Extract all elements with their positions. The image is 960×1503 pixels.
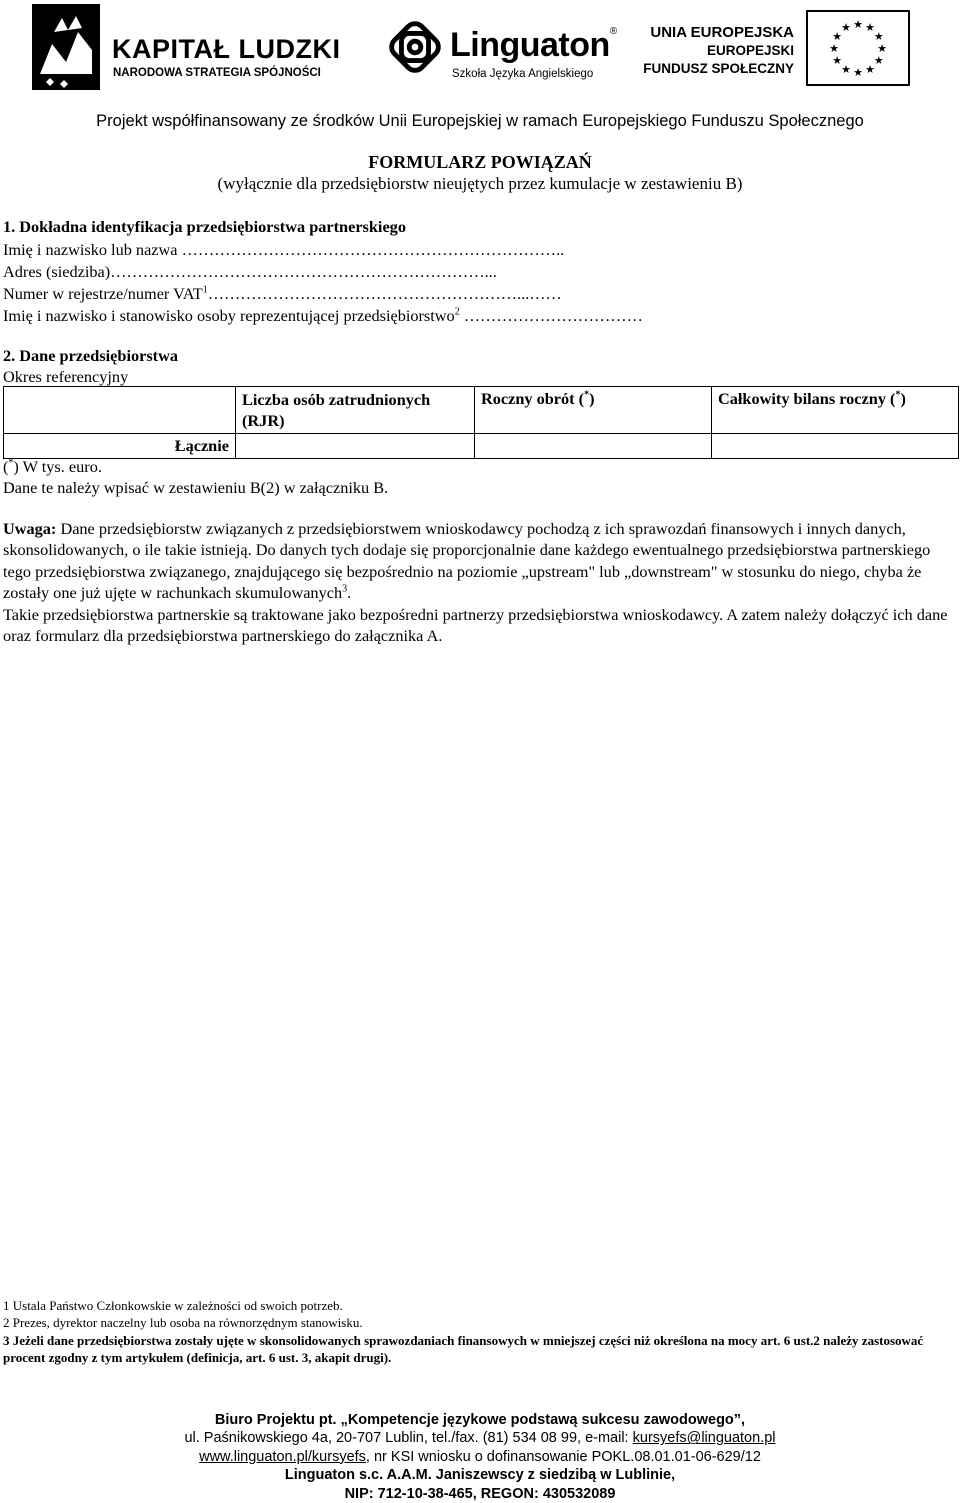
total-balance-cell[interactable] <box>712 434 959 459</box>
kapital-ludzki-title: KAPITAŁ LUDZKI <box>112 34 341 64</box>
address-line <box>3 262 497 282</box>
note-text: ) W tys. euro. <box>13 457 102 476</box>
project-cofinancing-line: Projekt współfinansowany ze środków Unii Europejskiej w ramach Europejskiego Funduszu Społecznego <box>96 112 864 130</box>
footer-line-5: NIP: 712-10-38-465, REGON: 430532089 <box>344 1485 616 1502</box>
name-line <box>3 240 564 260</box>
linguaton-logo <box>386 14 616 84</box>
form-title: FORMULARZ POWIĄZAŃ <box>368 152 592 172</box>
vat-label: Numer w rejestrze/numer VAT <box>3 284 203 303</box>
eu-star-icon: ★ <box>841 62 851 76</box>
linguaton-subtitle: Szkoła Języka Angielskiego <box>452 68 594 80</box>
total-rjr-cell[interactable] <box>236 434 475 459</box>
vat-dots: …………………………………………………...…… <box>207 284 562 303</box>
address-dots: ……………………………………………………………... <box>110 262 497 281</box>
remark-label: Uwaga: <box>3 519 57 538</box>
note-open: ( <box>3 457 9 476</box>
footer-address: ul. Paśnikowskiego 4a, 20-707 Lublin, tel./fax. (81) 534 08 99, e-mail: <box>184 1430 633 1447</box>
company-data-table <box>3 386 959 459</box>
eu-star-icon: ★ <box>853 66 863 79</box>
eu-star-icon: ★ <box>829 42 839 55</box>
remark-text: Dane przedsiębiorstw związanych z przedsiębiorstwem wnioskodawcy pochodzą z ich sprawozdań finansowych i innych danych, skonsolidowanych, o ile takie istnieją. Do danych tych dodaje się proporcjonalnie dane każdego ewentualnego przedsiębiorstwa partnerskiego tego przedsiębiorstwa związanego, znajdującego się bezpośrednio na poziomie „upstream" lub „downstream" w stosunku do niego, chyba że zostały one już ujęte w rachunkach skumulowanych <box>3 519 931 602</box>
eu-flag-icon <box>806 10 910 86</box>
total-turnover-cell[interactable] <box>475 434 712 459</box>
eu-logo <box>643 10 912 88</box>
vat-footnote-ref: 1 <box>202 284 208 296</box>
eu-star-icon: ★ <box>865 21 875 35</box>
section1-heading: 1. Dokładna identyfikacja przedsiębiorstwa partnerskiego <box>3 217 406 236</box>
b2-note: Dane te należy wpisać w zestawieniu B(2) w załączniku B. <box>3 478 389 497</box>
kapital-ludzki-emblem-icon <box>32 4 100 90</box>
remark-end: . <box>347 582 352 602</box>
partner-paragraph: Takie przedsiębiorstwa partnerskie są traktowane jako bezpośredni partnerzy przedsiębiorstwa wnioskodawcy. A zatem należy dołączyć ich dane oraz formularz dla przedsiębiorstwa partnerskiego do załącznika A. <box>3 605 948 646</box>
section2-heading: 2. Dane przedsiębiorstwa <box>3 346 179 365</box>
header-turnover <box>475 387 712 434</box>
footnote-2: 2 Prezes, dyrektor naczelny lub osoba na równorzędnym stanowisku. <box>3 1315 363 1330</box>
remark-paragraph <box>3 518 957 603</box>
vat-line <box>3 284 562 304</box>
header-rjr: Liczba osób zatrudnionych (RJR) <box>236 387 475 434</box>
linguaton-name-text: Linguaton <box>450 26 610 64</box>
footer-line-1: Biuro Projektu pt. „Kompetencje językowe podstawą sukcesu zawodowego”, <box>214 1412 746 1428</box>
eu-star-icon: ★ <box>841 21 851 35</box>
balance-close: ) <box>900 389 906 408</box>
turnover-star: * <box>584 389 590 401</box>
footnote-1: 1 Ustala Państwo Członkowskie w zależności od swoich potrzeb. <box>3 1298 343 1313</box>
footer-email-link[interactable]: kursyefs@linguaton.pl <box>632 1430 776 1447</box>
table-header-row <box>4 387 959 434</box>
remark-footnote-ref: 3 <box>342 583 348 595</box>
turnover-close: ) <box>589 389 595 408</box>
eu-star-icon: ★ <box>873 54 884 67</box>
address-label: Adres (siedziba) <box>3 262 111 281</box>
name-label: Imię i nazwisko lub nazwa <box>3 240 178 259</box>
turnover-label: Roczny obrót ( <box>481 389 585 408</box>
footer-line-2 <box>0 1429 960 1447</box>
period-label: Okres referencyjny <box>3 367 129 386</box>
eu-line-3: FUNDUSZ SPOŁECZNY <box>643 61 794 76</box>
footer-website-link[interactable]: www.linguaton.pl/kursyefs <box>199 1448 366 1465</box>
rep-label: Imię i nazwisko i stanowisko osoby reprezentującej przedsiębiorstwo <box>3 306 455 325</box>
balance-label: Całkowity bilans roczny ( <box>718 389 896 408</box>
table-total-row <box>4 434 959 459</box>
form-subtitle: (wyłącznie dla przedsiębiorstw nieujętych przez kumulacje w zestawieniu B) <box>217 174 743 193</box>
eu-star-icon: ★ <box>832 54 843 67</box>
thousand-euro-note <box>3 457 102 477</box>
note-star: * <box>8 457 14 469</box>
eu-star-icon: ★ <box>865 62 875 76</box>
rep-footnote-ref: 2 <box>454 306 460 318</box>
eu-star-icon: ★ <box>832 30 843 43</box>
name-dots: …………………………………………………………….. <box>181 240 565 259</box>
eu-star-icon: ★ <box>873 30 884 43</box>
registered-mark: ® <box>609 26 617 37</box>
footer-line-3 <box>0 1448 960 1466</box>
period-cell[interactable] <box>4 387 236 434</box>
rep-dots: …………………………… <box>463 306 643 325</box>
eu-star-icon: ★ <box>877 42 887 55</box>
footer <box>0 1411 960 1503</box>
eu-text <box>643 24 794 78</box>
linguaton-knot-icon <box>386 18 444 76</box>
kapital-ludzki-logo <box>32 4 341 90</box>
footer-line-4: Linguaton s.c. A.A.M. Janiszewscy z siedzibą w Lublinie, <box>284 1467 676 1484</box>
eu-line-2: EUROPEJSKI <box>706 43 794 58</box>
eu-star-icon: ★ <box>853 18 863 31</box>
total-label: Łącznie <box>4 434 236 459</box>
footnote-3: 3 Jeżeli dane przedsiębiorstwa zostały ujęte w skonsolidowanych sprawozdaniach finansowych w mniejszej części niż określona na mocy art. 6 ust.2 należy zastosować procent zgodny z tym artykułem (definicja, art. 6 ust. 3, akapit drugi). <box>3 1333 924 1365</box>
balance-star: * <box>895 389 901 401</box>
linguaton-name <box>450 26 617 65</box>
kapital-ludzki-subtitle: NARODOWA STRATEGIA SPÓJNOŚCI <box>113 67 321 79</box>
header-balance <box>712 387 959 434</box>
footer-ksi-text: , nr KSI wniosku o dofinansowanie POKL.08.01.01-06-629/12 <box>365 1448 761 1465</box>
eu-line-1: UNIA EUROPEJSKA <box>650 24 794 41</box>
rep-line <box>3 306 643 326</box>
